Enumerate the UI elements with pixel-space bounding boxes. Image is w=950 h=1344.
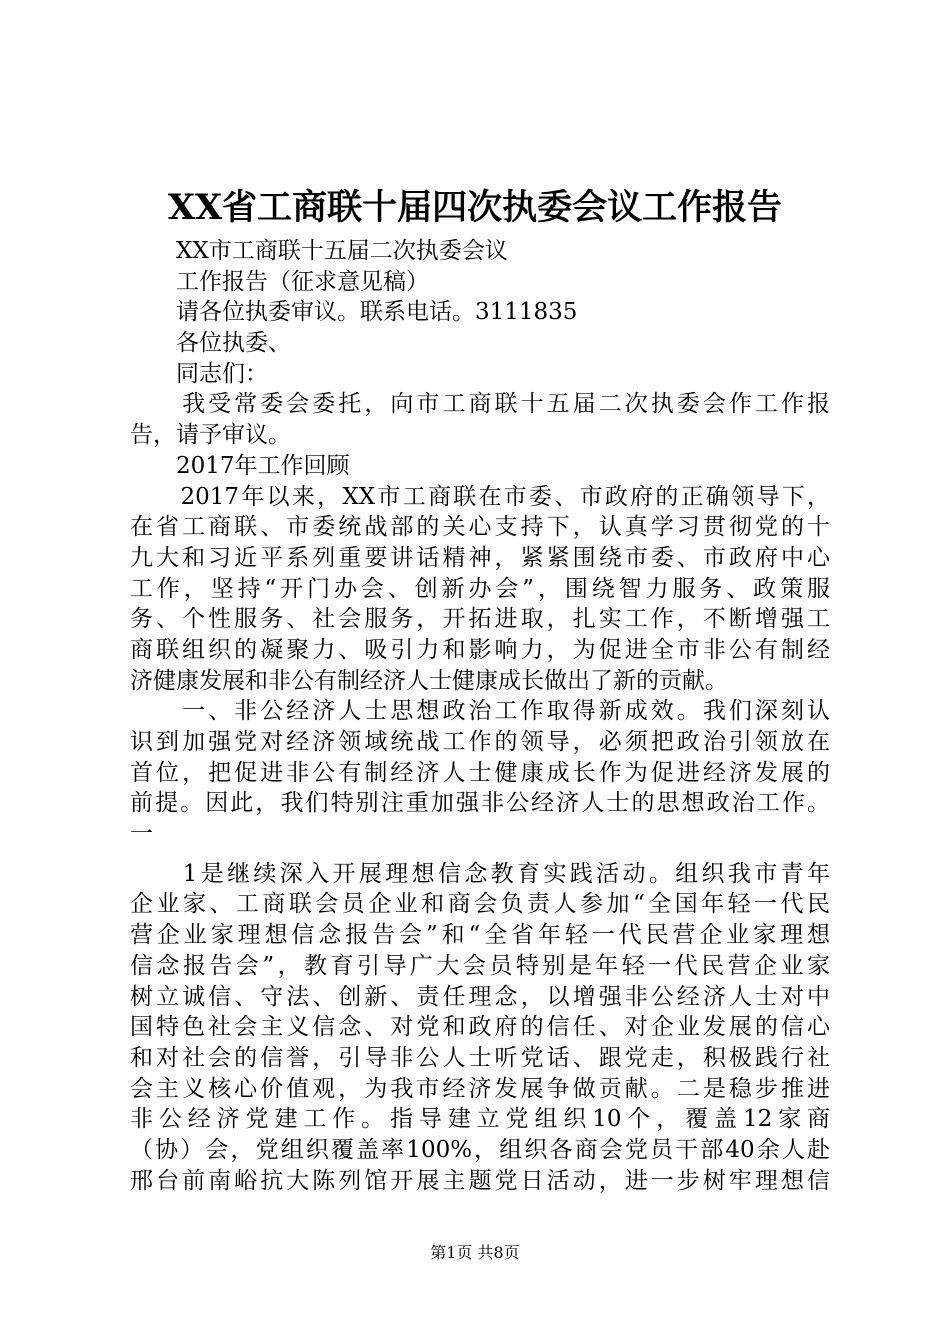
paragraph-line: 前提。因此，我们特别注重加强非公经济人士的思想政治工作。	[130, 790, 830, 817]
paragraph-line: （协）会，党组织覆盖率100%，组织各商会党员干部40余人赴	[130, 1136, 830, 1163]
paragraph-intro	[130, 389, 830, 450]
paragraph-line: 邢台前南峪抗大陈列馆开展主题党日活动，进一步树牢理想信	[130, 1167, 830, 1194]
paragraph-line: 告，请予审议。	[130, 422, 291, 449]
paragraph-line: 一	[130, 821, 153, 848]
section-heading-review	[130, 451, 830, 482]
header-line-meeting: XX市工商联十五届二次执委会议	[176, 238, 508, 264]
paragraph-line: 和对社会的信誉，引导非公人士听党话、跟党走，积极践行社	[130, 1044, 830, 1071]
paragraph-line: 树立诚信、守法、创新、责任理念，以增强非公经济人士对中	[130, 983, 830, 1010]
paragraph-line: 1是继续深入开展理想信念教育实践活动。组织我市青年	[130, 860, 830, 887]
header-line-draft: 工作报告（征求意见稿）	[176, 268, 429, 295]
paragraph-line: 首位，把促进非公有制经济人士健康成长作为促进经济发展的	[130, 759, 830, 786]
paragraph-line: 在省工商联、市委统战部的关心支持下，认真学习贯彻党的十	[130, 514, 830, 541]
paragraph-line: 我受常委会委托，向市工商联十五届二次执委会作工作报	[130, 391, 830, 418]
header-line-salutation-1: 各位执委、	[176, 330, 291, 357]
paragraph-line: 商联组织的凝聚力、吸引力和影响力，为促进全市非公有制经	[130, 636, 830, 663]
paragraph-line: 2017年以来，XX市工商联在市委、市政府的正确领导下，	[130, 483, 830, 510]
paragraph-line: 济健康发展和非公有制经济人士健康成长做出了新的贡献。	[130, 667, 728, 694]
header-line-salutation-2: 同志们：	[176, 360, 268, 387]
page-footer: 第1页 共8页	[430, 1243, 520, 1262]
paragraph-line: 会主义核心价值观，为我市经济发展争做贡献。二是稳步推进	[130, 1075, 830, 1102]
paragraph-line: 识到加强党对经济领域统战工作的领导，必须把政治引领放在	[130, 729, 830, 755]
paragraph-line: 务、个性服务、社会服务，开拓进取，扎实工作，不断增强工	[130, 606, 830, 633]
paragraph-line: 九大和习近平系列重要讲话精神，紧紧围绕市委、市政府中心	[130, 544, 830, 571]
paragraph-section-one	[130, 696, 830, 849]
paragraph-item-one	[130, 859, 830, 1197]
paragraph-gap	[130, 850, 830, 859]
document-title: XX省工商联十届四次执委会议工作报告	[167, 187, 783, 228]
paragraph-review	[130, 482, 830, 697]
paragraph-line: 营企业家理想信念报告会”和“全省年轻一代民营企业家理想	[130, 922, 830, 949]
paragraph-line: 工作，坚持“开门办会、创新办会”，围绕智力服务、政策服	[130, 575, 830, 602]
paragraph-line: 信念报告会”，教育引导广大会员特别是年轻一代民营企业家	[130, 952, 830, 979]
paragraph-line: 一、非公经济人士思想政治工作取得新成效。我们深刻认	[130, 698, 830, 725]
paragraph-line: 2017年工作回顾	[130, 452, 350, 479]
paragraph-line: 非公经济党建工作。指导建立党组织10个，覆盖12家商	[130, 1106, 830, 1133]
paragraph-line: 国特色社会主义信念、对党和政府的信任、对企业发展的信心	[130, 1014, 830, 1041]
header-line-contact: 请各位执委审议。联系电话。3111835	[176, 299, 578, 326]
document-body	[130, 236, 830, 1196]
paragraph-line: 企业家、工商联会员企业和商会负责人参加“全国年轻一代民	[130, 891, 830, 918]
